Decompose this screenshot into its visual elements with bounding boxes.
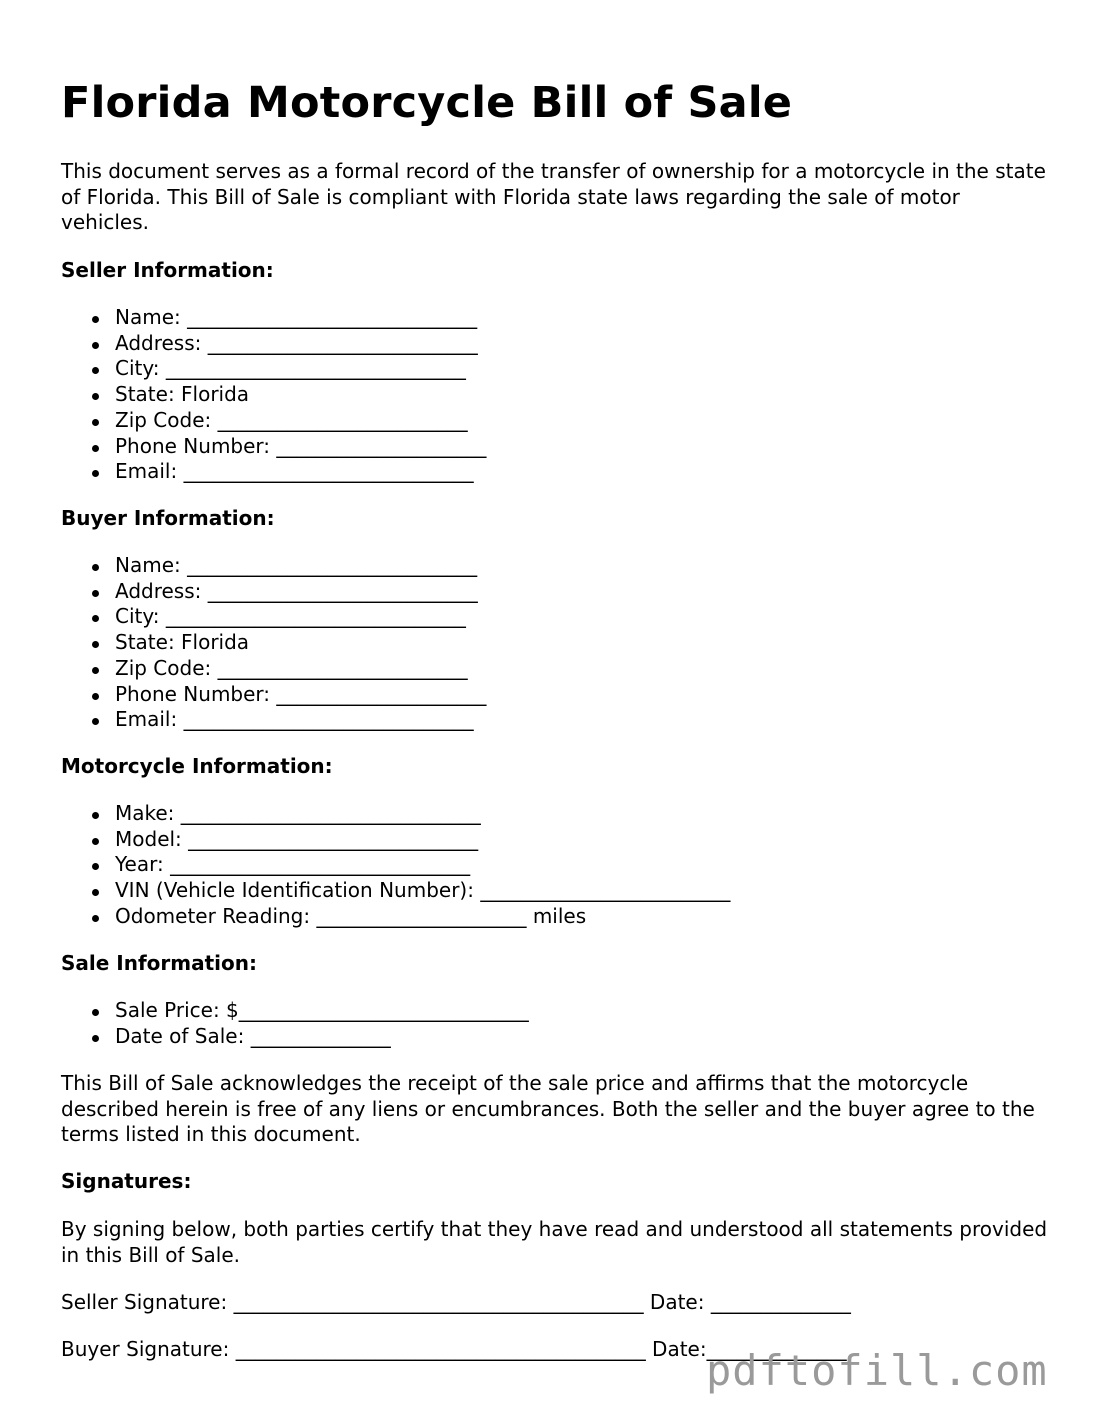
sale-heading: Sale Information: (61, 951, 257, 975)
seller-signature-line[interactable]: Seller Signature: _________________________________________ Date: ______________ (61, 1290, 851, 1314)
buyer-signature-line[interactable]: Buyer Signature: _________________________________________ Date:______________ (61, 1337, 847, 1361)
motorcycle-field-list (61, 801, 730, 930)
buyer-email-field[interactable]: Email: _____________________________ (115, 707, 486, 733)
signatures-heading: Signatures: (61, 1169, 192, 1193)
sale-price-field[interactable]: Sale Price: $_____________________________ (115, 998, 529, 1022)
seller-email-field[interactable]: Email: _____________________________ (115, 459, 486, 485)
seller-city-field[interactable]: City: ______________________________ (115, 356, 486, 382)
sale-date-field[interactable]: Date of Sale: ______________ (115, 1024, 529, 1050)
buyer-heading: Buyer Information: (61, 506, 275, 530)
buyer-zip-field[interactable]: Zip Code: _________________________ (115, 656, 486, 682)
motorcycle-vin-field[interactable]: VIN (Vehicle Identification Number): _________________________ (115, 878, 731, 903)
seller-zip-field[interactable]: Zip Code: _________________________ (115, 408, 486, 434)
seller-field-list (61, 305, 486, 485)
buyer-city-field[interactable]: City: ______________________________ (115, 604, 486, 630)
motorcycle-year-field[interactable]: Year: ______________________________ (115, 852, 730, 878)
buyer-state-field: State: Florida (115, 630, 486, 656)
seller-address-field[interactable]: Address: ___________________________ (115, 331, 486, 357)
acknowledgement-paragraph: This Bill of Sale acknowledges the receipt of the sale price and affirms that the motorcycle described herein is free of any liens or encumbrances. Both the seller and the buyer agree to the terms listed in this document. (61, 1071, 1035, 1147)
watermark-text: pdftofill.com (706, 1346, 1048, 1395)
seller-heading: Seller Information: (61, 258, 274, 282)
buyer-field-list (61, 553, 486, 733)
seller-name-field[interactable]: Name: _____________________________ (115, 305, 486, 331)
buyer-phone-field[interactable]: Phone Number: _____________________ (115, 681, 487, 706)
seller-state-field: State: Florida (115, 382, 486, 408)
seller-phone-field[interactable]: Phone Number: _____________________ (115, 433, 487, 458)
document-title: Florida Motorcycle Bill of Sale (61, 78, 793, 128)
buyer-name-field[interactable]: Name: _____________________________ (115, 553, 486, 579)
motorcycle-make-field[interactable]: Make: ______________________________ (115, 801, 730, 827)
sale-field-list (61, 998, 529, 1049)
motorcycle-model-field[interactable]: Model: _____________________________ (115, 827, 730, 853)
motorcycle-odometer-field[interactable]: Odometer Reading: _____________________ miles (115, 904, 730, 930)
intro-paragraph: This document serves as a formal record of the transfer of ownership for a motorcycle in the state of Florida. This Bill of Sale is compliant with Florida state laws regarding the sale of motor vehicles. (61, 159, 1046, 235)
motorcycle-heading: Motorcycle Information: (61, 754, 333, 778)
signatures-statement: By signing below, both parties certify that they have read and understood all statements provided in this Bill of Sale. (61, 1217, 1048, 1267)
buyer-address-field[interactable]: Address: ___________________________ (115, 579, 486, 605)
